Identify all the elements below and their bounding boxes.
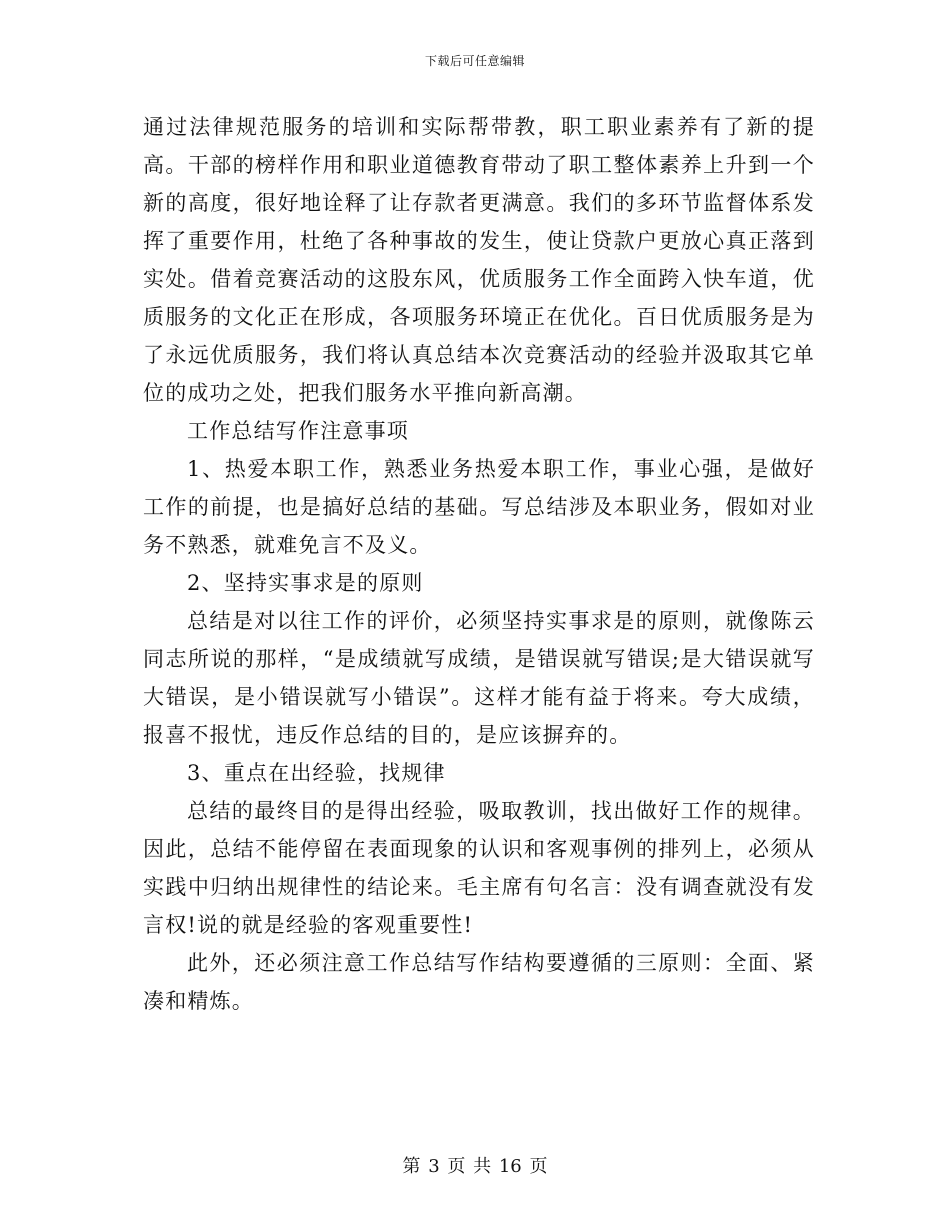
section-heading: 2、坚持实事求是的原则 — [187, 571, 424, 595]
document-body — [143, 108, 815, 1020]
body-paragraph: 此外，还必须注意工作总结写作结构要遵循的三原则：全面、紧凑和精炼。 — [143, 951, 815, 1013]
body-paragraph: 总结的最终目的是得出经验，吸取教训，找出做好工作的规律。因此，总结不能停留在表面现象的认识和客观事例的排列上，必须从实践中归纳出规律性的结论来。毛主席有句名言：没有调查就没有发言权!说的就是经验的客观重要性! — [143, 799, 815, 937]
body-paragraph: 通过法律规范服务的培训和实际帮带教，职工职业素养有了新的提高。干部的榜样作用和职业道德教育带动了职工整体素养上升到一个新的高度，很好地诠释了让存款者更满意。我们的多环节监督体系发挥了重要作用，杜绝了各种事故的发生，使让贷款户更放心真正落到实处。借着竞赛活动的这股东风，优质服务工作全面跨入快车道，优质服务的文化正在形成，各项服务环境正在优化。百日优质服务是为了永远优质服务，我们将认真总结本次竞赛活动的经验并汲取其它单位的成功之处，把我们服务水平推向新高潮。 — [143, 115, 815, 405]
page-header: 下载后可任意编辑 — [424, 54, 525, 68]
section-heading: 工作总结写作注意事项 — [187, 419, 409, 443]
body-paragraph: 总结是对以往工作的评价，必须坚持实事求是的原则，就像陈云同志所说的那样，“是成绩就写成绩，是错误就写错误;是大错误就写大错误，是小错误就写小错误”。这样才能有益于将来。夸大成绩，报喜不报忧，违反作总结的目的，是应该摒弃的。 — [143, 609, 815, 747]
body-paragraph: 1、热爱本职工作，熟悉业务热爱本职工作，事业心强，是做好工作的前提，也是搞好总结的基础。写总结涉及本职业务，假如对业务不熟悉，就难免言不及义。 — [143, 457, 815, 557]
section-heading: 3、重点在出经验，找规律 — [187, 761, 446, 785]
page-number-footer: 第 3 页 共 16 页 — [402, 1156, 548, 1177]
